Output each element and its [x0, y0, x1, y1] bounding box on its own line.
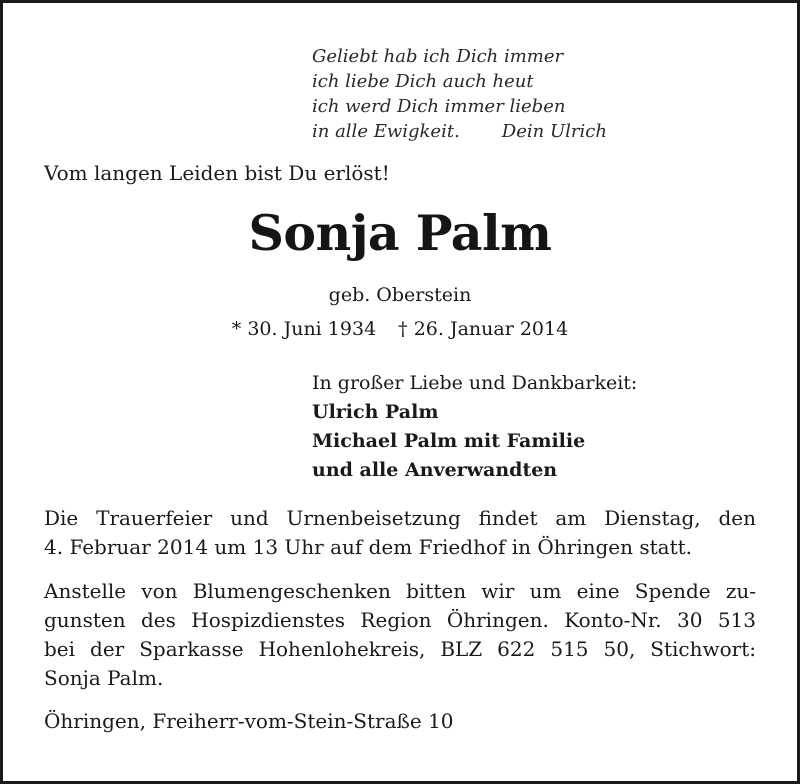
address: Öhringen, Freiherr-vom-Stein-Straße 10 [44, 709, 454, 733]
birth-date: * 30. Juni 1934 [231, 318, 377, 340]
donation-line: bei der Sparkasse Hohenlohekreis, BLZ 622 515 50, Stichwort: [44, 637, 756, 661]
deceased-name: Sonja Palm [248, 204, 552, 262]
poem-line: in alle Ewigkeit. [312, 121, 460, 142]
donation-line: gunsten des Hospizdienstes Region Öhringen. Konto-Nr. 30 513 [44, 608, 756, 632]
mourner-name: Ulrich Palm [312, 401, 439, 423]
poem-line: ich liebe Dich auch heut [312, 71, 534, 92]
poem-line: Geliebt hab ich Dich immer [312, 46, 564, 67]
funeral-line: Die Trauerfeier und Urnenbeisetzung findet am Dienstag, den [44, 506, 756, 530]
mourners [312, 369, 637, 485]
mourners-lead: In großer Liebe und Dankbarkeit: [312, 372, 638, 394]
poem [312, 44, 607, 144]
death-date: † 26. Januar 2014 [398, 318, 569, 340]
birth-name: geb. Oberstein [328, 284, 472, 306]
life-dates [0, 316, 800, 342]
mourner-name: und alle Anverwandten [312, 459, 558, 481]
donation-line: Anstelle von Blumengeschenken bitten wir um eine Spende zu- [44, 579, 756, 603]
funeral-paragraph [44, 504, 756, 562]
poem-signature: Dein Ulrich [501, 121, 607, 142]
poem-line: ich werd Dich immer lieben [312, 96, 566, 117]
poem-last-line [312, 119, 607, 144]
donation-line: Sonja Palm. [44, 666, 164, 690]
intro-text: Vom langen Leiden bist Du erlöst! [44, 161, 390, 185]
donation-paragraph [44, 577, 756, 693]
funeral-line: 4. Februar 2014 um 13 Uhr auf dem Friedhof in Öhringen statt. [44, 535, 693, 559]
mourner-name: Michael Palm mit Familie [312, 430, 586, 452]
